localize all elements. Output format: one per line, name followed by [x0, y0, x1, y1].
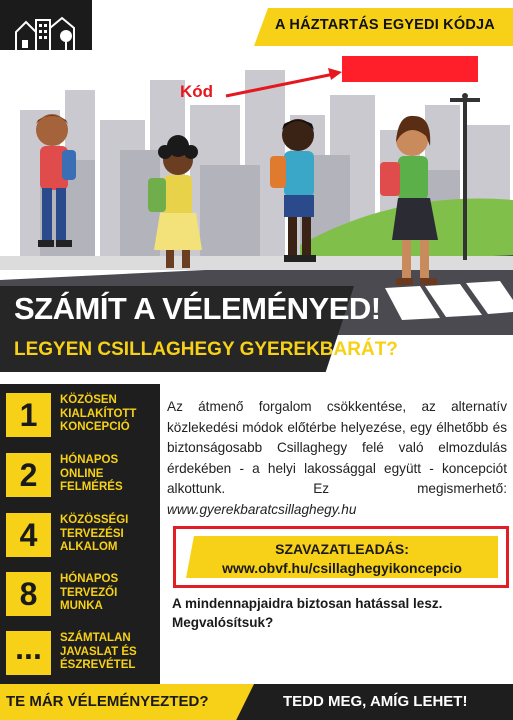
stat-label: KÖZÖSEN KIALAKÍTOTT KONCEPCIÓ	[60, 394, 137, 433]
stat-item	[0, 567, 160, 623]
footer-right-text: TEDD MEG, AMÍG LEHET!	[283, 693, 468, 710]
stat-number: 4	[6, 513, 51, 557]
stat-item	[0, 508, 160, 564]
concept-website-link[interactable]: www.gyerekbaratcsillaghegy.hu	[167, 501, 357, 517]
stat-item	[0, 388, 160, 444]
closing-line-1: A mindennapjaidra biztosan hatással lesz.	[172, 596, 443, 611]
stat-number: ...	[6, 631, 51, 675]
household-code-field	[342, 56, 478, 82]
stat-item	[0, 626, 160, 682]
concept-paragraph: Az átmenő forgalom csökkentése, az alternatív közlekedési módok előtérbe helyezése, egy élhetőbb és biztonságosabb Csillaghegy felé való elmozdulás érdekében - a helyi lakossággal együtt - koncepciót alkottunk. Ez megismerhető:	[167, 399, 507, 496]
household-code-title: A HÁZTARTÁS EGYEDI KÓDJA	[275, 17, 495, 33]
stat-label: KÖZÖSSÉGI TERVEZÉSI ALKALOM	[60, 514, 129, 553]
headline-subtitle: LEGYEN CSILLAGHEGY GYEREKBARÁT?	[14, 339, 398, 360]
code-label: Kód	[180, 82, 214, 101]
vote-title: SZAVAZATLEADÁS:	[275, 541, 409, 557]
closing-line-2: Megvalósítsuk?	[172, 615, 274, 630]
stat-number: 8	[6, 572, 51, 616]
footer-left-text: TE MÁR VÉLEMÉNYEZTED?	[6, 693, 209, 710]
stat-number: 2	[6, 453, 51, 497]
stat-label: HÓNAPOS ONLINE FELMÉRÉS	[60, 454, 123, 493]
arrow-icon	[224, 66, 344, 100]
vote-box	[173, 526, 509, 588]
stats-column	[0, 384, 160, 684]
stat-label: HÓNAPOS TERVEZŐI MUNKA	[60, 573, 119, 612]
stat-item	[0, 448, 160, 504]
stat-label: SZÁMTALAN JAVASLAT ÉS ÉSZREVÉTEL	[60, 632, 137, 671]
headline-title: SZÁMÍT A VÉLEMÉNYED!	[14, 291, 381, 326]
stat-number: 1	[6, 393, 51, 437]
concept-description	[167, 397, 507, 520]
vote-link[interactable]: www.obvf.hu/csillaghegyikoncepcio	[222, 560, 462, 576]
